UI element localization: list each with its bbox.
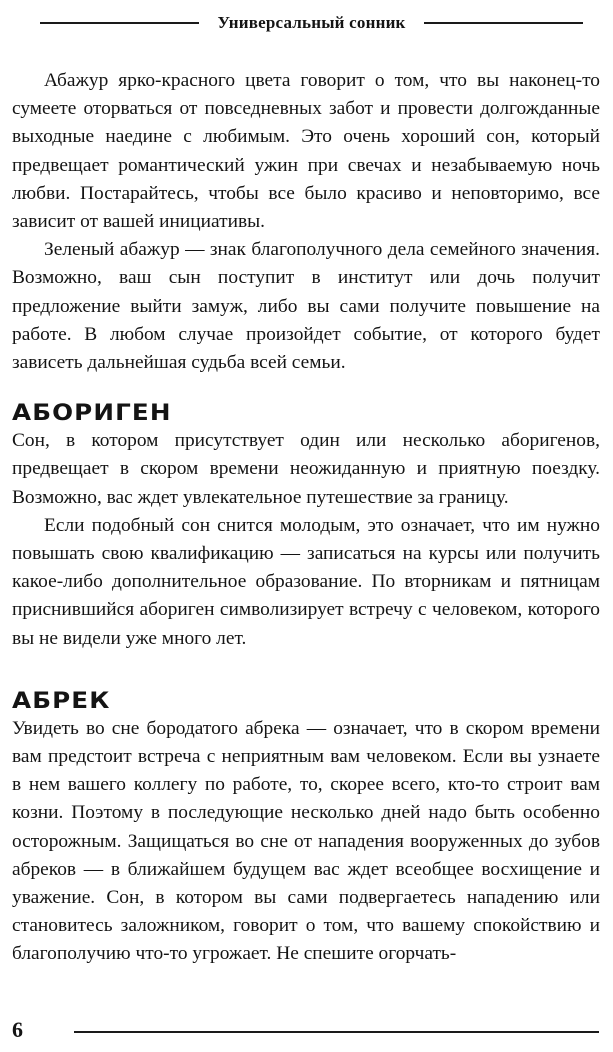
paragraph: Если подобный сон снится молодым, это означает, что им нужно повышать свою квалификацию — записаться на курсы или получить какое-либо дополнительное образование. По вторникам и пятницам приснившийся абориген символизирует встречу с человеком, которого вы не видели уже много лет. — [12, 514, 600, 649]
entry-aborigen — [12, 401, 600, 653]
paragraph: Зеленый абажур — знак благополучного дела семейного значения. Возможно, ваш сын поступит в институт или дочь получит предложение выйти замуж, либо вы сами получите повышение на работе. В любом случае произойдет событие, от которого будет зависеть дальнейшая судьба всей семьи. — [12, 239, 600, 374]
header-rule-right — [424, 22, 583, 24]
page-footer — [12, 1015, 599, 1045]
page-body — [12, 67, 600, 969]
paragraph: Абажур ярко-красного цвета говорит о том, что вы наконец-то сумеете оторваться от повседневных забот и провести долгожданные выходные наедине с любимым. Это очень хороший сон, который предвещает романтический ужин при свечах и незабываемую ночь любви. Постарайтесь, чтобы все было красиво и неповторимо, все зависит от вашей инициативы. — [12, 70, 600, 233]
section-spacer — [12, 653, 600, 689]
paragraph: Увидеть во сне бородатого абрека — означает, что в скором времени вам предстоит встреча с неприятным вам человеком. Если вы узнаете в нем вашего коллегу по работе, то, скорее всего, кто-то строит вам козни. Поэтому в последующие несколько дней надо быть особенно осторожным. Защищаться во сне от нападения вооруженных до зубов абреков — в ближайшем будущем вас ждет всеобщее восхищение и уважение. Сон, в котором вы сами подвергаетесь нападению или становитесь заложником, говорит о том, что вашему спокойствию и благополучию что-то угрожает. Не спешите огорчать- — [12, 717, 600, 965]
running-header — [40, 10, 583, 36]
paragraph: Сон, в котором присутствует один или несколько аборигенов, предвещает в скором времени неожиданную и приятную поездку. Возможно, вас ждет увлекательное путешествие за границу. — [12, 430, 600, 508]
entry-abrek — [12, 689, 600, 969]
footer-rule — [74, 1031, 599, 1033]
running-header-title: Универсальный сонник — [217, 13, 406, 32]
header-rule-left — [40, 22, 199, 24]
entry-abazhur-continued — [12, 67, 600, 377]
page-number: 6 — [12, 1017, 23, 1042]
entry-heading: АБРЕК — [12, 688, 111, 714]
section-spacer — [12, 377, 600, 401]
entry-heading: АБОРИГЕН — [12, 401, 172, 427]
